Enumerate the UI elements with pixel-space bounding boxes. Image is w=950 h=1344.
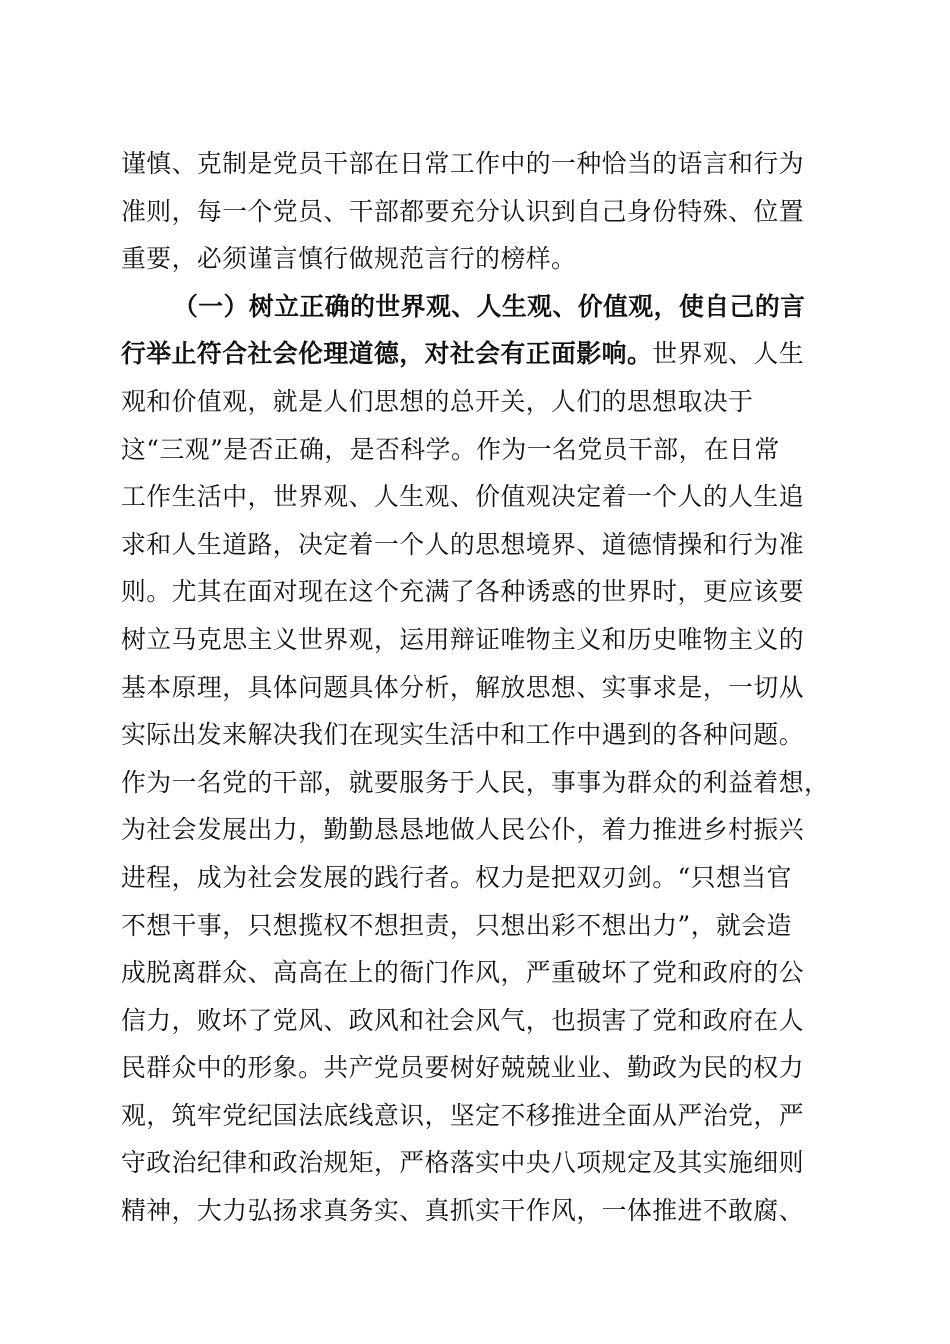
text-line: 实际出发来解决我们在现实生活中和工作中遇到的各种问题。 <box>121 720 805 750</box>
text-line: 信力，败坏了党风、政风和社会风气，也损害了党和政府在人 <box>121 1005 805 1035</box>
text-line: 进程，成为社会发展的践行者。权力是把双刃剑。“只想当官 <box>121 862 792 892</box>
text-line: 则。尤其在面对现在这个充满了各种诱惑的世界时，更应该要 <box>121 577 805 607</box>
text-line: 这“三观”是否正确，是否科学。作为一名党员干部，在日常 <box>121 434 780 464</box>
text-line: 守政治纪律和政治规矩，严格落实中央八项规定及其实施细则 <box>121 1148 805 1178</box>
text-line: 工作生活中，世界观、人生观、价值观决定着一个人的人生追 <box>121 482 805 512</box>
text-line: 精神，大力弘扬求真务实、真抓实干作风，一体推进不敢腐、 <box>121 1196 805 1226</box>
text-line: 基本原理，具体问题具体分析，解放思想、实事求是，一切从 <box>121 672 805 702</box>
text-line: 民群众中的形象。共产党员要树好兢兢业业、勤政为民的权力 <box>121 1053 805 1083</box>
text-line: 观，筑牢党纪国法底线意识，坚定不移推进全面从严治党，严 <box>121 1100 805 1130</box>
text-line: 成脱离群众、高高在上的衙门作风，严重破坏了党和政府的公 <box>121 958 805 988</box>
text-line: 谨慎、克制是党员干部在日常工作中的一种恰当的语言和行为 <box>121 149 805 178</box>
text-line: 不想干事，只想揽权不想担责，只想出彩不想出力”，就会造 <box>121 910 792 940</box>
text-line <box>121 330 831 378</box>
paragraph-1 <box>121 140 831 283</box>
text-line: 作为一名党的干部，就要服务于人民，事事为群众的利益着想， <box>121 767 830 797</box>
text-line: 树立马克思主义世界观，运用辩证唯物主义和历史唯物主义的 <box>121 624 805 654</box>
text-run: 世界观、人生 <box>652 339 805 369</box>
document-body <box>121 140 831 1235</box>
section-heading-continuation: 行举止符合社会伦理道德，对社会有正面影响。 <box>121 339 653 369</box>
text-line: 重要，必须谨言慎行做规范言行的榜样。 <box>121 244 577 274</box>
section-heading-line: （一）树立正确的世界观、人生观、价值观，使自己的言 <box>173 291 806 321</box>
text-line: 准则，每一个党员、干部都要充分认识到自己身份特殊、位置 <box>121 196 805 226</box>
text-line: 观和价值观，就是人们思想的总开关，人们的思想取决于 <box>121 386 754 416</box>
text-line: 为社会发展出力，勤勤恳恳地做人民公仆，着力推进乡村振兴 <box>121 815 805 845</box>
text-line: 求和人生道路，决定着一个人的思想境界、道德情操和行为准 <box>121 529 805 559</box>
paragraph-2 <box>121 283 831 1235</box>
